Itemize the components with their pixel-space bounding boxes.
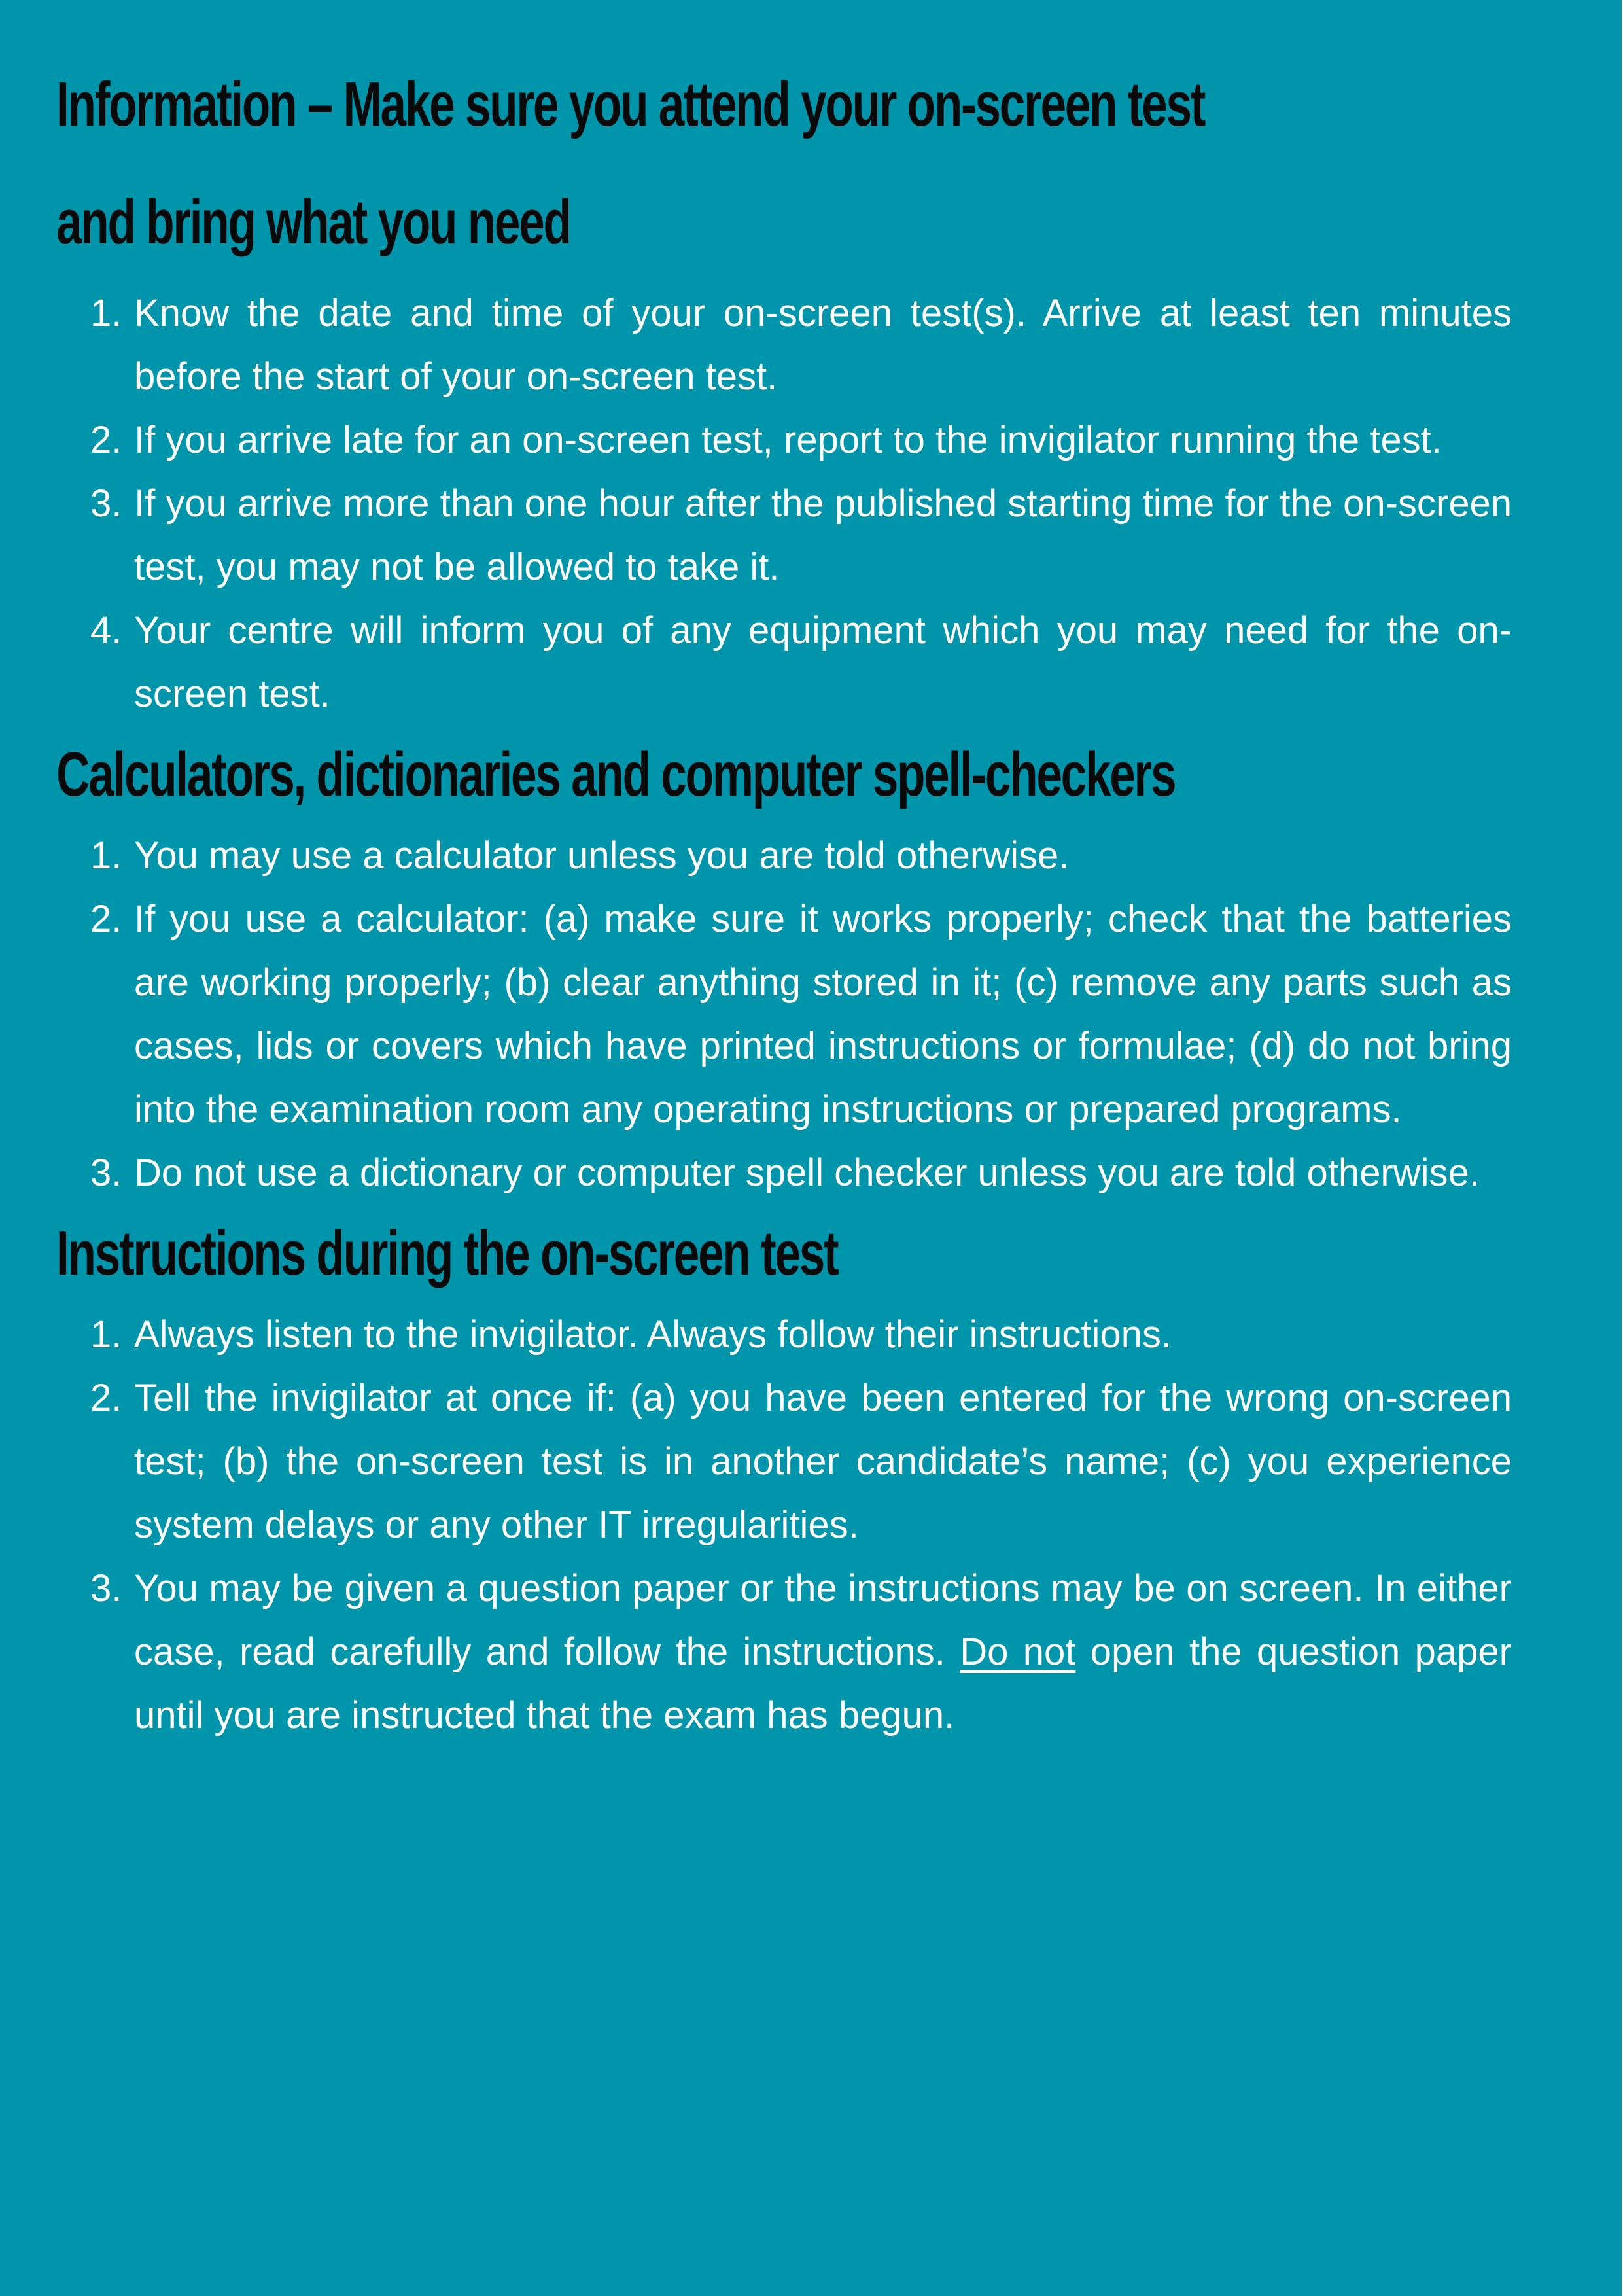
list-item xyxy=(56,1557,1512,1747)
item-number: 3. xyxy=(90,1152,122,1194)
item-text-underlined: Do not xyxy=(960,1631,1076,1673)
item-text: Do not use a dictionary or computer spell checker unless you are told otherwise. xyxy=(134,1152,1480,1194)
item-number: 3. xyxy=(90,1567,122,1610)
section-heading-instructions: Instructions during the on-screen test xyxy=(56,1218,838,1288)
item-number: 1. xyxy=(90,292,122,334)
item-text: Always listen to the invigilator. Always follow their instructions. xyxy=(134,1313,1172,1356)
item-number: 1. xyxy=(90,1313,122,1356)
information-list xyxy=(56,281,1512,726)
item-text: Know the date and time of your on-screen test(s). Arrive at least ten minutes before the start of your on-screen test. xyxy=(134,292,1512,398)
item-text: Your centre will inform you of any equipment which you may need for the on-screen test. xyxy=(134,609,1512,715)
list-item xyxy=(56,1303,1512,1366)
item-number: 2. xyxy=(90,1377,122,1419)
list-item xyxy=(56,408,1512,472)
item-text: You may use a calculator unless you are told otherwise. xyxy=(134,834,1070,877)
section-heading-information xyxy=(56,46,1205,281)
calculators-list xyxy=(56,824,1512,1205)
item-number: 3. xyxy=(90,482,122,525)
item-number: 1. xyxy=(90,834,122,877)
item-text-after: open the question paper until you are instructed that the exam has begun. xyxy=(134,1631,1512,1737)
section-information xyxy=(56,46,1512,726)
item-text: If you use a calculator: (a) make sure it works properly; check that the batteries are working properly; (b) clear anything stored in it; (c) remove any parts such as cases, lids or covers which have printed instructions or formulae; (d) do not bring into the examination room any operating instructions or prepared programs. xyxy=(134,898,1512,1131)
item-text-before: You may be given a question paper or the instructions may be on screen. In either case, read carefully and follow the instructions. xyxy=(134,1567,1512,1673)
section-instructions xyxy=(56,1205,1512,1747)
list-item xyxy=(56,281,1512,408)
item-number: 2. xyxy=(90,419,122,461)
section-calculators xyxy=(56,726,1512,1205)
heading-line-2: and bring what you need xyxy=(56,187,570,257)
list-item xyxy=(56,472,1512,599)
section-heading-calculators: Calculators, dictionaries and computer spell-checkers xyxy=(56,739,1176,809)
list-item xyxy=(56,1141,1512,1205)
heading-line-1: Information – Make sure you attend your on-screen test xyxy=(56,69,1205,139)
list-item xyxy=(56,1366,1512,1557)
item-number: 4. xyxy=(90,609,122,652)
instructions-list xyxy=(56,1303,1512,1747)
item-text: If you arrive late for an on-screen test, report to the invigilator running the test. xyxy=(134,419,1442,461)
list-item xyxy=(56,887,1512,1141)
list-item xyxy=(56,599,1512,726)
item-text: If you arrive more than one hour after the published starting time for the on-screen test, you may not be allowed to take it. xyxy=(134,482,1512,588)
list-item xyxy=(56,824,1512,887)
item-text: Tell the invigilator at once if: (a) you have been entered for the wrong on-screen test; (b) the on-screen test is in another candidate’s name; (c) you experience system delays or any other IT irregularities. xyxy=(134,1377,1512,1546)
item-number: 2. xyxy=(90,898,122,940)
